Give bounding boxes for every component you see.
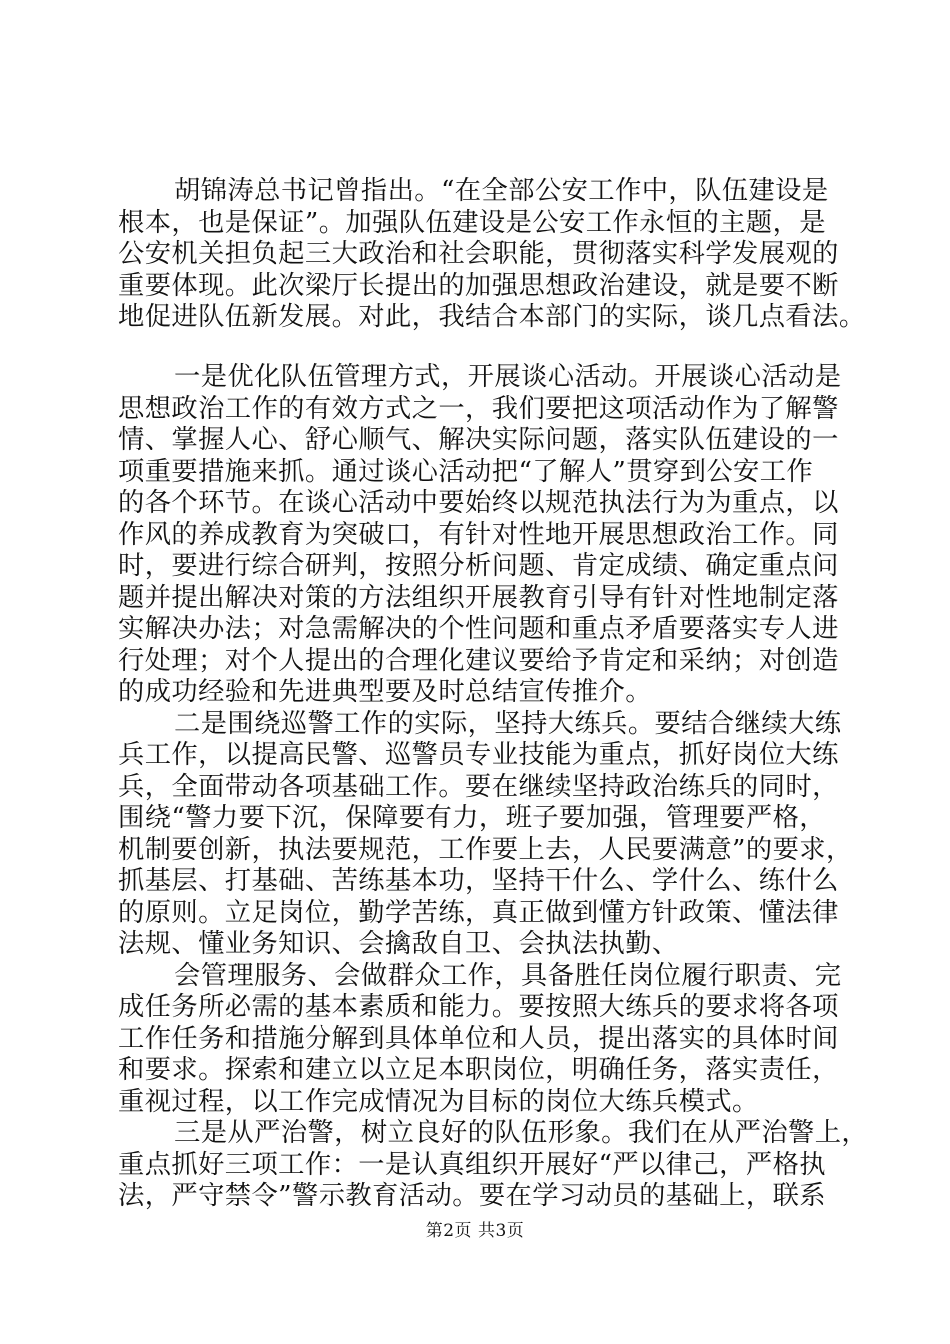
text-line: 法规、懂业务知识、会擒敌自卫、会执法执勤、 [118, 929, 679, 959]
text-line: 思想政治工作的有效方式之一，我们要把这项活动作为了解警 [118, 393, 839, 424]
text-line: 的各个环节。在谈心活动中要始终以规范执法行为为重点，以 [118, 488, 839, 518]
text-line: 围绕“警力要下沉，保障要有力，班子要加强，管理要严格， [118, 803, 826, 833]
text-line: 抓基层、打基础、苦练基本功，坚持干什么、学什么、练什么 [118, 866, 839, 896]
body-paragraphs [118, 362, 869, 1213]
text-line: 作风的养成教育为突破口，有针对性地开展思想政治工作。同 [118, 519, 839, 550]
text-line: 地促进队伍新发展。对此，我结合本部门的实际，谈几点看法。 [118, 302, 866, 332]
text-line: 项重要措施来抓。通过谈心活动把“了解人”贯穿到公安工作 [118, 456, 814, 487]
text-line: 的原则。立足岗位，勤学苦练，真正做到懂方针政策、懂法律 [118, 897, 839, 928]
text-line: 题并提出解决对策的方法组织开展教育引导有针对性地制定落 [118, 582, 839, 613]
text-line: 实解决办法；对急需解决的个性问题和重点矛盾要落实专人进 [118, 614, 839, 644]
intro-paragraph [118, 176, 866, 334]
text-line: 工作任务和措施分解到具体单位和人员，提出落实的具体时间 [118, 1023, 839, 1054]
page-footer [0, 1216, 950, 1241]
text-line: 情、掌握人心、舒心顺气、解决实际问题，落实队伍建设的一 [118, 425, 839, 455]
page-number-label: 第2页 共3页 [425, 1221, 525, 1241]
text-line: 时，要进行综合研判，按照分析问题、肯定成绩、确定重点问 [118, 551, 839, 581]
text-line: 的成功经验和先进典型要及时总结宣传推介。 [118, 677, 652, 707]
text-line: 行处理；对个人提出的合理化建议要给予肯定和采纳；对创造 [118, 645, 839, 676]
text-line: 机制要创新，执法要规范，工作要上去，人民要满意”的要求， [118, 834, 853, 865]
text-line: 成任务所必需的基本素质和能力。要按照大练兵的要求将各项 [118, 992, 839, 1022]
text-line: 二是围绕巡警工作的实际，坚持大练兵。要结合继续大练 [174, 708, 842, 739]
text-line: 会管理服务、会做群众工作，具备胜任岗位履行职责、完 [174, 960, 842, 991]
text-line: 兵工作，以提高民警、巡警员专业技能为重点，抓好岗位大练 [118, 740, 839, 770]
text-line: 兵，全面带动各项基础工作。要在继续坚持政治练兵的同时， [118, 771, 839, 802]
text-line: 和要求。探索和建立以立足本职岗位，明确任务，落实责任， [118, 1055, 839, 1085]
text-line: 重要体现。此次梁厅长提出的加强思想政治建设，就是要不断 [118, 270, 839, 301]
text-line: 胡锦涛总书记曾指出。“在全部公安工作中，队伍建设是 [174, 176, 829, 206]
text-line: 公安机关担负起三大政治和社会职能，贯彻落实科学发展观的 [118, 239, 839, 269]
text-line: 一是优化队伍管理方式，开展谈心活动。开展谈心活动是 [174, 362, 842, 392]
text-line: 重点抓好三项工作：一是认真组织开展好“严以律己，严格执 [118, 1149, 826, 1180]
text-line: 三是从严治警，树立良好的队伍形象。我们在从严治警上， [174, 1118, 869, 1148]
text-line: 重视过程，以工作完成情况为目标的岗位大练兵模式。 [118, 1086, 759, 1117]
text-line: 法，严守禁令”警示教育活动。要在学习动员的基础上，联系 [118, 1181, 826, 1211]
text-line: 根本，也是保证”。加强队伍建设是公安工作永恒的主题，是 [118, 207, 826, 238]
